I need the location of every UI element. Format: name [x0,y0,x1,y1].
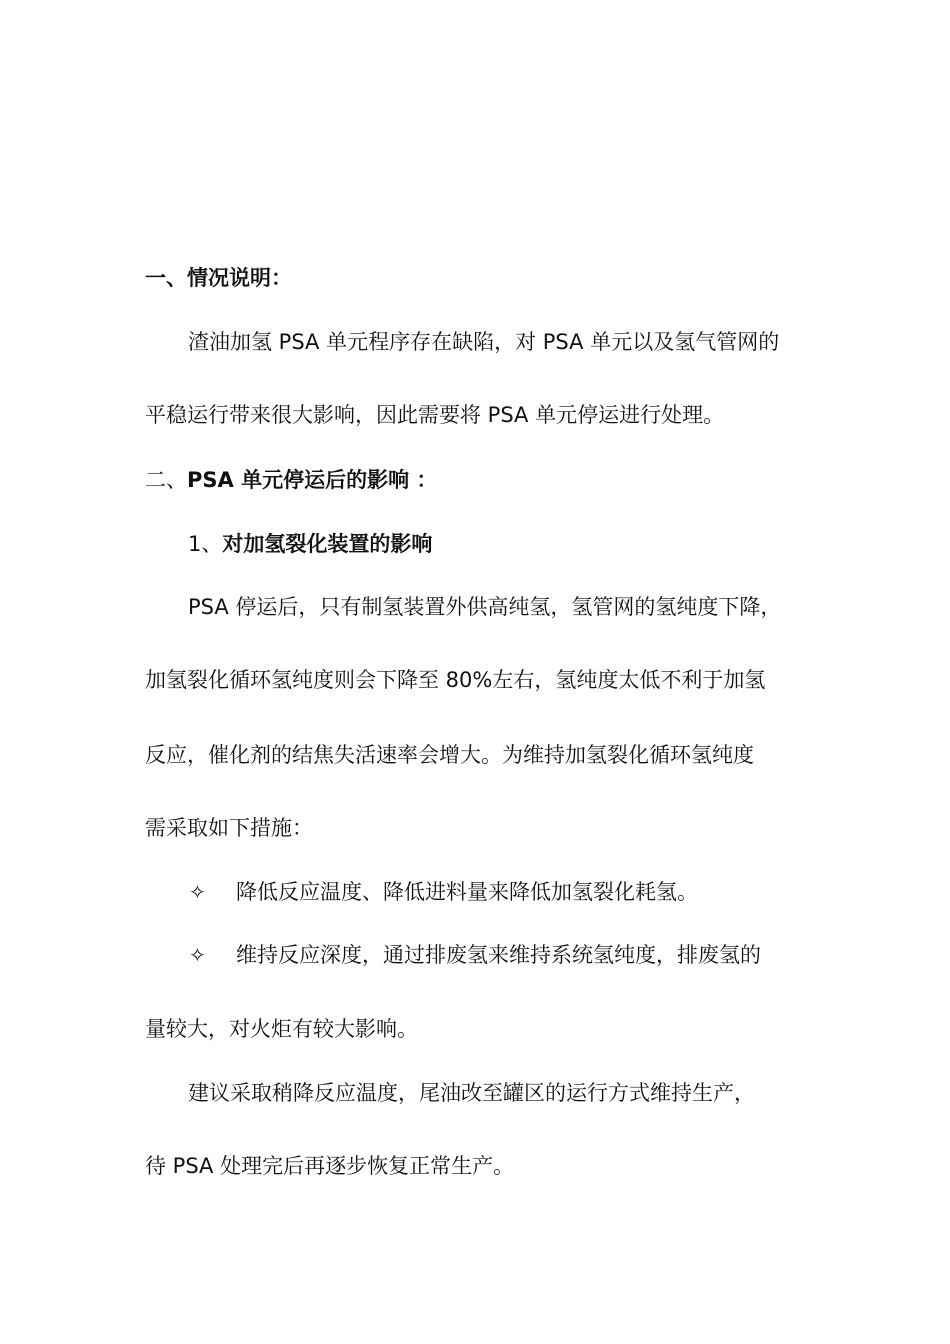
bullet-2-continuation: 量较大，对火炬有较大影响。 [145,1017,418,1041]
section-1-paragraph-line-1: 渣油加氢 PSA 单元程序存在缺陷，对 PSA 单元以及氢气管网的 [188,330,780,354]
bullet-text: 降低反应温度、降低进料量来降低加氢裂化耗氢。 [236,880,698,904]
section-2-heading-prefix: 二、 [145,468,187,492]
star-bullet-icon: ✧ [189,943,206,967]
star-bullet-icon: ✧ [189,880,206,904]
section-2-paragraph-line-1: PSA 停运后，只有制氢装置外供高纯氢，氢管网的氢纯度下降， [188,595,782,619]
bullet-text: 维持反应深度，通过排废氢来维持系统氢纯度，排废氢的 [236,943,761,967]
section-2-paragraph-line-3: 反应，催化剂的结焦失活速率会增大。为维持加氢裂化循环氢纯度 [145,743,754,767]
advice-paragraph-line-1: 建议采取稍降反应温度，尾油改至罐区的运行方式维持生产， [188,1081,755,1105]
section-1-heading: 一、情况说明： [145,266,292,290]
section-2-paragraph-line-2: 加氢裂化循环氢纯度则会下降至 80%左右，氢纯度太低不利于加氢 [145,668,766,692]
section-2-heading [145,465,437,495]
subsection-1-number: 1、 [188,532,223,556]
section-2-paragraph-line-4: 需采取如下措施： [145,816,313,840]
advice-paragraph-line-2: 待 PSA 处理完后再逐步恢复正常生产。 [145,1154,515,1178]
section-1-paragraph-line-2: 平稳运行带来很大影响，因此需要将 PSA 单元停运进行处理。 [145,403,725,427]
section-2-heading-text: PSA 单元停运后的影响 ： [187,468,438,492]
subsection-1-title: 对加氢裂化装置的影响 [222,532,433,556]
subsection-1-heading [188,529,432,559]
